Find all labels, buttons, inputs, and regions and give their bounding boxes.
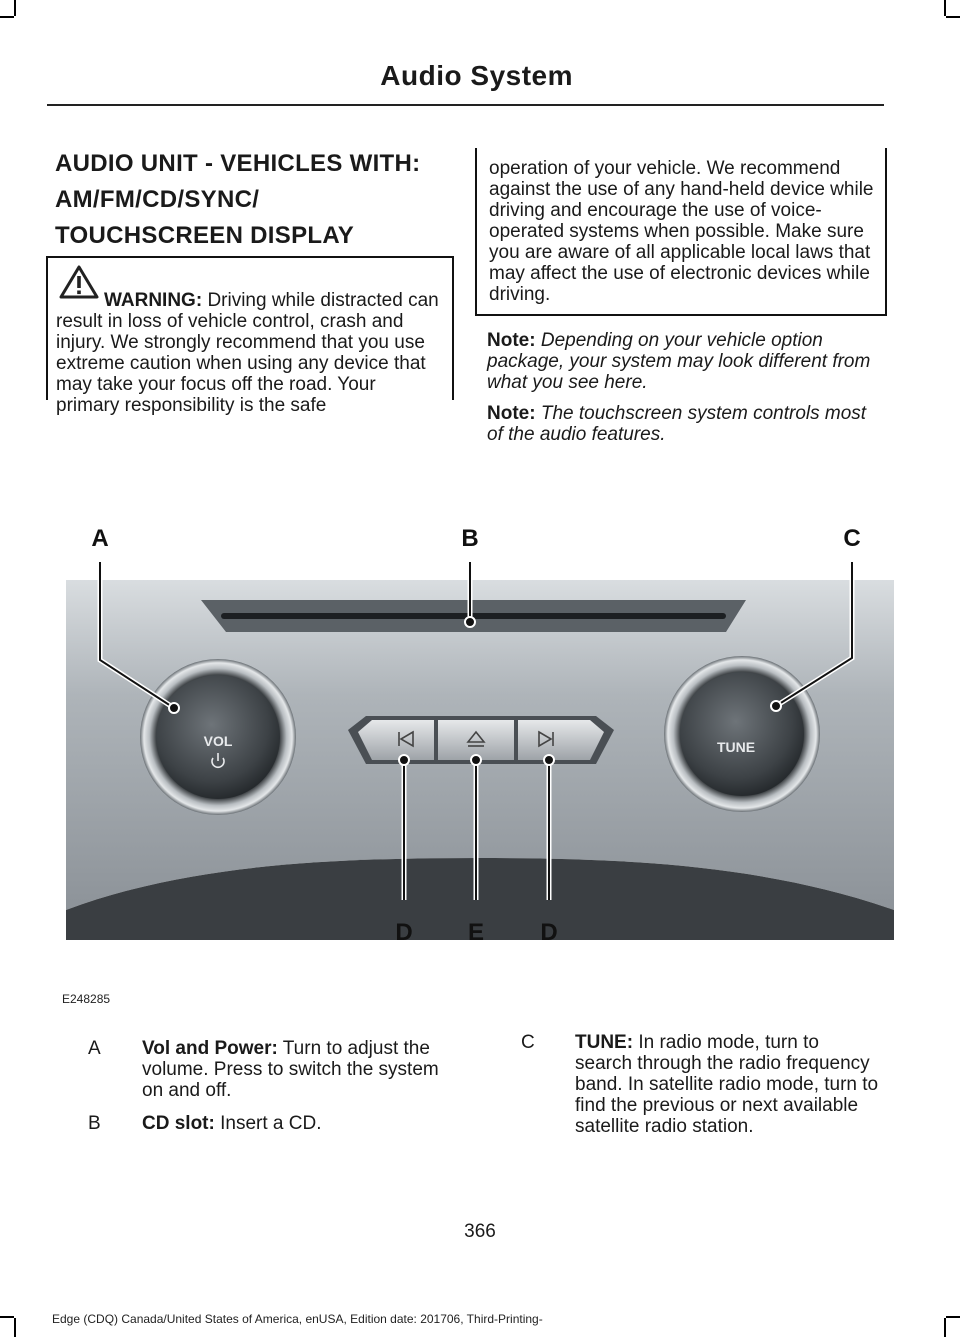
legend-letter: C <box>521 1032 535 1053</box>
callout-d: D <box>395 919 413 946</box>
legend-text: In radio mode, turn to search through the radio frequency band. In satellite radio mode, turn to find the previous or next available satellite radio station. <box>575 1032 879 1137</box>
note-text: The touchscreen system controls most of the audio features. <box>487 403 867 445</box>
audio-unit-figure <box>66 520 894 1008</box>
figure-code: E248285 <box>62 992 111 1006</box>
heading-line: TOUCHSCREEN DISPLAY <box>55 222 355 249</box>
callout-a: A <box>91 525 109 552</box>
legend-label: Vol and Power: <box>142 1038 278 1059</box>
crop-mark <box>14 1318 16 1337</box>
legend-item <box>88 1038 448 1108</box>
legend-letter: A <box>88 1038 101 1059</box>
crop-mark <box>946 16 960 18</box>
callout-b: B <box>461 525 479 552</box>
warning-text-continued: operation of your vehicle. We recommend against the use of any hand-held device while driving and encourage the use of voice-operated systems when possible. Make sure you are aware of all applicable local laws that may affect the use of electronic devices while driving. <box>489 158 874 305</box>
audio-unit-illustration <box>66 520 894 1008</box>
page-heading <box>55 148 455 252</box>
crop-mark <box>944 1318 946 1337</box>
note-label: Note: <box>487 403 536 424</box>
legend-letter: B <box>88 1113 101 1134</box>
footer-text: Edge (CDQ) Canada/United States of America, enUSA, Edition date: 201706, Third-Printing- <box>52 1312 543 1326</box>
knob-label-vol: VOL <box>203 733 233 749</box>
page-number: 366 <box>464 1221 496 1242</box>
legend-item <box>521 1032 881 1162</box>
warning-box-right <box>475 148 887 316</box>
legend-text: Insert a CD. <box>220 1113 322 1134</box>
note-label: Note: <box>487 330 536 351</box>
crop-mark <box>14 0 16 16</box>
legend-label: TUNE: <box>575 1032 634 1053</box>
legend-item <box>88 1113 448 1143</box>
crop-mark <box>944 0 946 16</box>
heading-line: AM/FM/CD/SYNC/ <box>55 186 260 213</box>
crop-mark <box>0 16 14 18</box>
knob-label-tune: TUNE <box>716 739 756 755</box>
note <box>487 403 877 445</box>
warning-text: Driving while distracted can result in loss of vehicle control, crash and injury. We strongly recommend that you use extreme caution when using any device that may take your focus off the road. Your primary responsibility is the safe <box>56 290 439 416</box>
callout-c: C <box>843 525 861 552</box>
heading-line: AUDIO UNIT - VEHICLES WITH: <box>55 150 421 177</box>
crop-mark <box>946 1316 960 1318</box>
legend-label: CD slot: <box>142 1113 215 1134</box>
warning-triangle-icon <box>58 264 100 300</box>
warning-label: WARNING: <box>104 290 203 311</box>
legend-text: Turn to adjust the volume. Press to switch the system on and off. <box>142 1038 439 1101</box>
crop-mark <box>0 1316 14 1318</box>
callout-e: E <box>467 919 485 946</box>
note-text: Depending on your vehicle option package, your system may look different from what you see here. <box>487 330 871 393</box>
header-divider <box>47 104 884 106</box>
callout-d: D <box>540 919 558 946</box>
section-title: Audio System <box>380 60 573 91</box>
note <box>487 330 877 393</box>
warning-box-left <box>46 256 454 416</box>
